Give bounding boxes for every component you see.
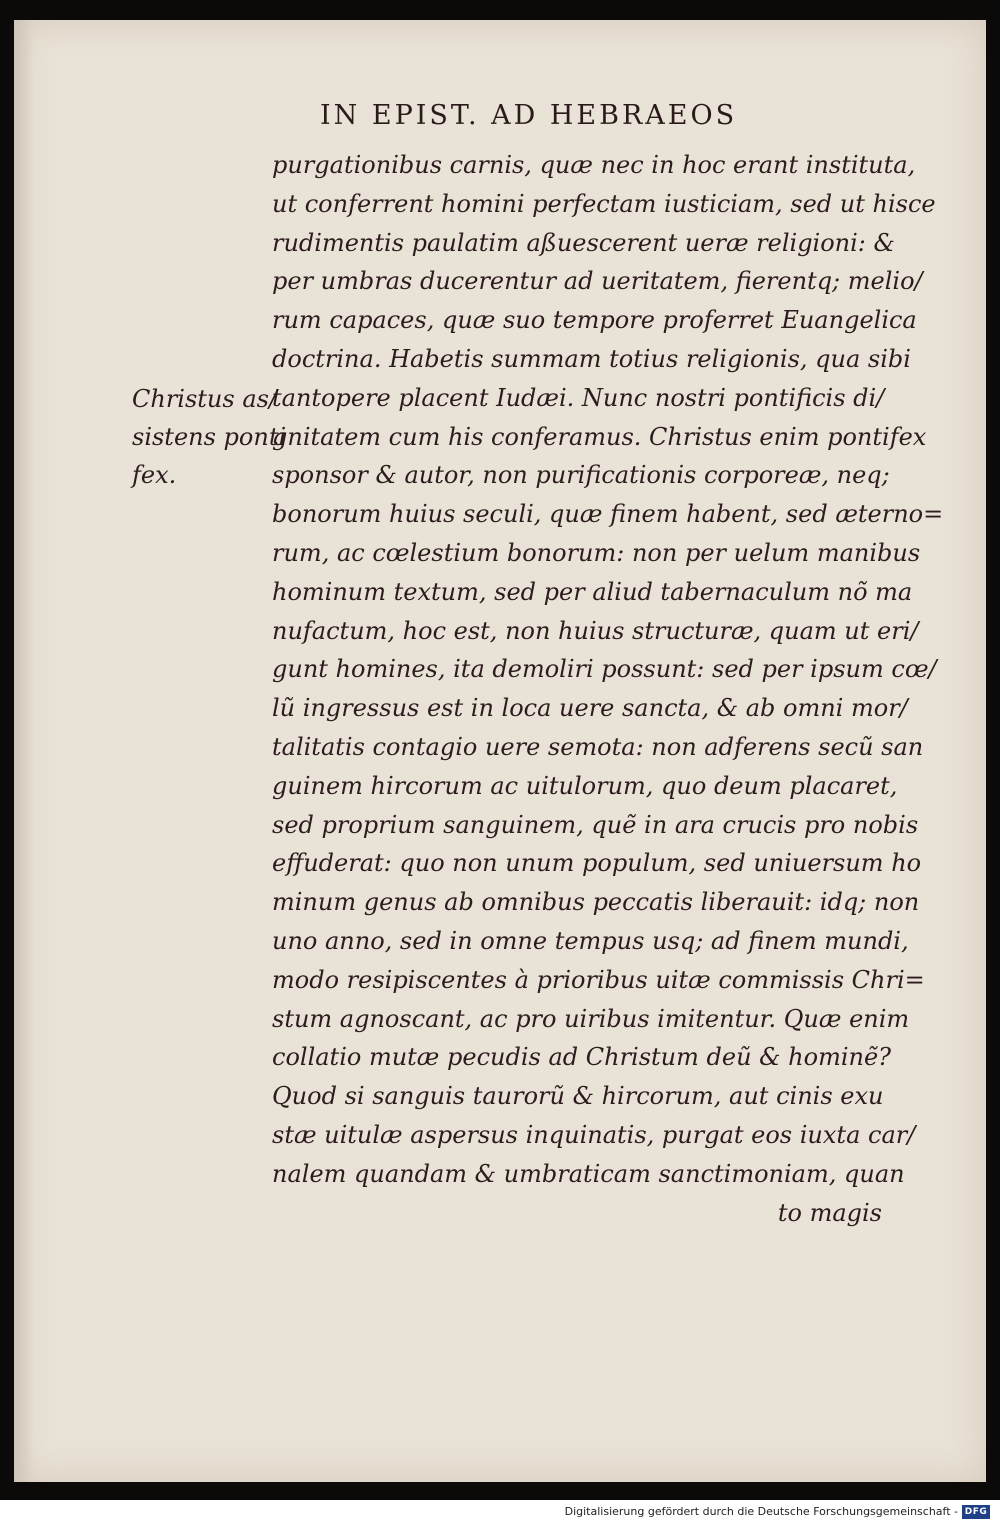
marginal-note-line: Christus as/ [132,385,278,413]
text-line: per umbras ducerentur ad ueritatem, fierentq; melio/ [272,267,923,296]
text-line: guinem hircorum ac uitulorum, quo deum placaret, [272,771,898,800]
text-line: rum capaces, quæ suo tempore proferret Euangelica [272,306,917,335]
text-line: lũ ingressus est in loca uere sancta, & ab omni mor/ [272,694,908,723]
text-line: sed proprium sanguinem, quẽ in ara crucis pro nobis [272,810,919,839]
running-title: IN EPIST. AD HEBRAEOS [320,100,738,131]
marginal-note-line: fex. [132,461,177,489]
text-line: nufactum, hoc est, non huius structuræ, quam ut eri/ [272,616,919,645]
text-line: purgationibus carnis, quæ nec in hoc erant instituta, [272,151,916,179]
text-line: doctrina. Habetis summam totius religionis, qua sibi [272,344,911,373]
page-gutter-shadow [14,20,34,1482]
text-line: stum agnoscant, ac pro uiribus imitentur. Quæ enim [272,1004,910,1033]
catchword: to magis [777,1198,882,1227]
text-line: stæ uitulæ aspersus inquinatis, purgat eos iuxta car/ [272,1120,916,1149]
text-line: nalem quandam & umbraticam sanctimoniam, quan [272,1159,905,1188]
footer-bar [0,1500,1000,1524]
dfg-logo: DFG [962,1505,990,1519]
text-line: rum, ac cœlestium bonorum: non per uelum manibus [272,538,921,567]
text-line: Quod si sanguis taurorũ & hircorum, aut cinis exu [272,1082,884,1111]
text-line: gnitatem cum his conferamus. Christus enim pontifex [272,422,927,451]
text-line: bonorum huius seculi, quæ finem habent, sed æterno= [272,500,944,529]
text-line: modo resipiscentes à prioribus uitæ commissis Chri= [272,965,925,994]
main-text-block [272,146,944,1232]
text-line: tantopere placent Iudæi. Nunc nostri pontificis di/ [272,383,885,412]
text-line: minum genus ab omnibus peccatis liberauit: idq; non [272,888,920,917]
text-line: uno anno, sed in omne tempus usq; ad finem mundi, [272,926,909,955]
text-line: collatio mutæ pecudis ad Christum deũ & hominẽ? [272,1043,892,1072]
text-line: effuderat: quo non unum populum, sed uniuersum ho [272,849,922,878]
text-line: gunt homines, ita demoliri possunt: sed per ipsum cœ/ [272,655,937,684]
marginal-note-line: sistens ponti [132,423,287,451]
marginal-note [132,380,292,494]
text-line: talitatis contagio uere semota: non adferens secũ san [272,732,924,761]
text-line: hominum textum, sed per aliud tabernaculum nõ ma [272,577,913,606]
text-line: rudimentis paulatim aßuescerent ueræ religioni: & [272,228,895,257]
text-line: ut conferrent homini perfectam iusticiam, sed ut hisce [272,189,936,218]
text-line: sponsor & autor, non purificationis corporeæ, neq; [272,461,890,490]
digitization-credit: Digitalisierung gefördert durch die Deutsche Forschungsgemeinschaft - [564,1505,958,1518]
